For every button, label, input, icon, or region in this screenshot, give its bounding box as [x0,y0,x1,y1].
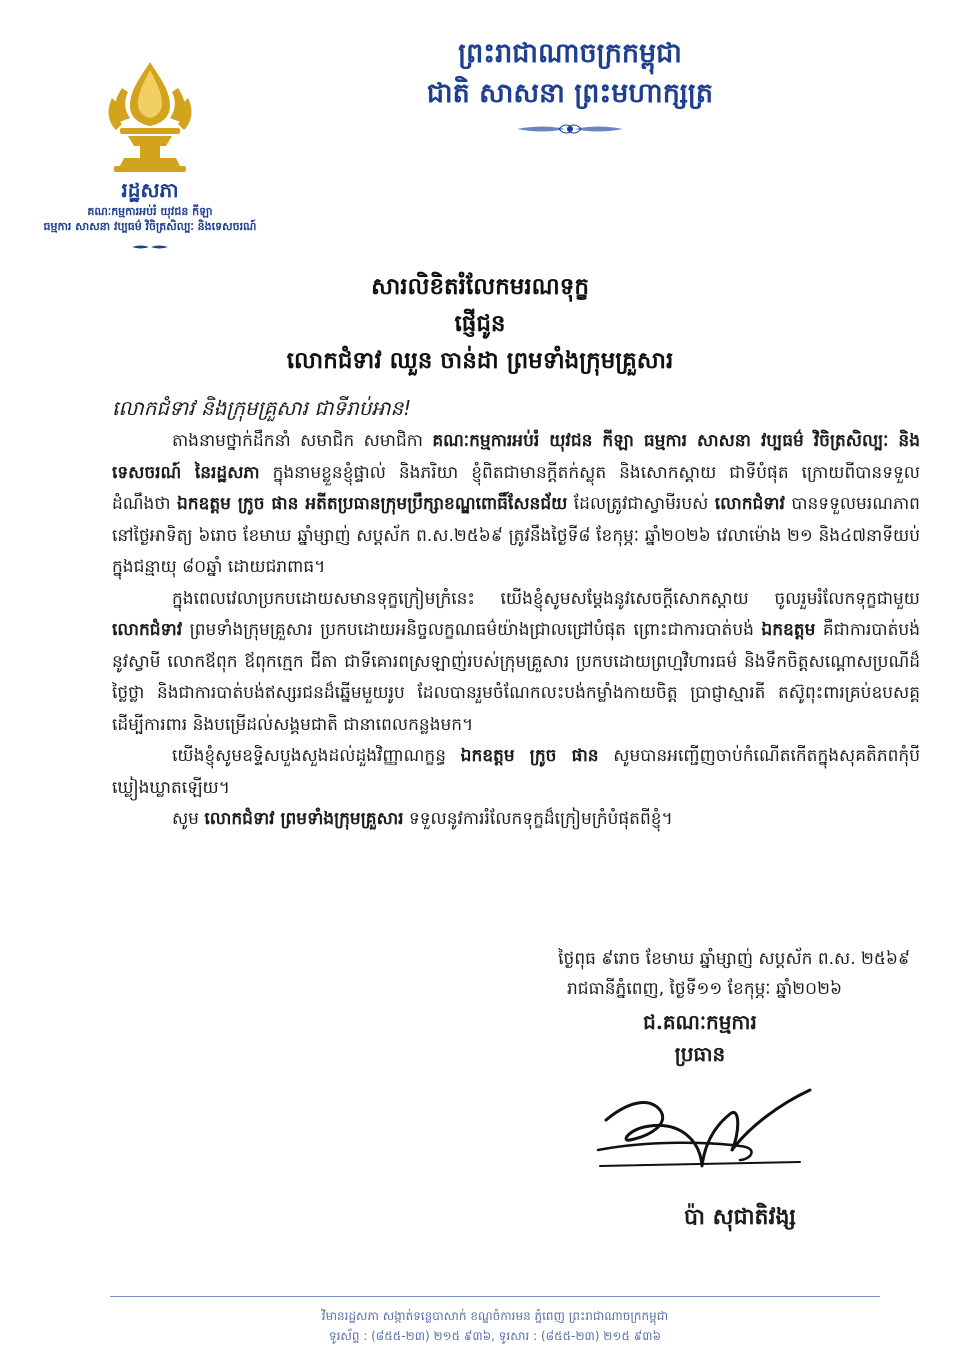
small-ornament-icon [131,242,169,252]
deceased-name-title: ឯកឧត្តម ក្រូច ផាន អតីតប្រធានក្រុមប្រឹក្សាខណ្ឌពោធិ៍សែនជ័យ [176,494,568,514]
commission-name-line1: គណៈកម្មការអប់រំ យុវជន កីឡា [87,205,213,218]
letter-to-label: ផ្ញើជូន [454,310,506,337]
organization-block [0,176,300,256]
letter-body [112,392,920,836]
signer-organization: ជ.គណៈកម្មការ [643,1010,757,1034]
signer-title: ប្រធាន [674,1042,726,1066]
organization-name: រដ្ឋសភា [121,178,179,202]
handwritten-signature [590,1080,820,1176]
widow-title: លោកជំទាវ [714,494,785,514]
paragraph-4: សូម លោកជំទាវ ព្រមទាំងក្រុមគ្រួសារ ទទួលនូវការរំលែកទុក្ខដ៏ក្រៀមក្រំបំផុតពីខ្ញុំ។ [172,809,673,829]
footer-divider [110,1296,880,1297]
kingdom-name: ព្រះរាជាណាចក្រកម្ពុជា [458,38,682,69]
signer-name: ប៉ា សុជាតិវង្ស [684,1204,796,1230]
footer-phones: ទូរស័ព្ទ : (៨៥៥-២៣) ២១៥ ៩៣៦, ទូរសារ : (៨៥៥-២៣) ២១៥ ៩៣៦ [328,1329,661,1343]
footer-address: វិមានរដ្ឋសភា សង្កាត់ទន្លេបាសាក់ ខណ្ឌចំការមន ភ្នំពេញ ព្រះរាជាណាចក្រកម្ពុជា [321,1309,669,1323]
paragraph-2: ក្នុងពេលវេលាប្រកបដោយសមានទុក្ខក្រៀមក្រំនេះ យើងខ្ញុំសូមសម្តែងនូវសេចក្តីសោកស្តាយ ចូលរួមរំលែកទុក្ខជាមួយ លោកជំទាវ ព្រមទាំងក្រុមគ្រួសារ ប្រកបដោយអនិច្ចលក្ខណធម៌យ៉ាងជ្រាលជ្រៅបំផុត ព្រោះជាការបាត់បង់ ឯកឧត្តម គឺជាការបាត់បង់នូវស្វាមី លោកឪពុក ឪពុកក្មេក ជីតា ជាទីគោរពស្រឡាញ់របស់ក្រុមគ្រួសារ ប្រកបដោយព្រហ្មវិហារធម៌ និងទឹកចិត្តសណ្តោសប្រណីដ៏ថ្លៃថ្លា និងជាការបាត់បង់ឥស្សរជនដ៏ឆ្នើមមួយរូប ដែលបានរួមចំណែកលះបង់កម្លាំងកាយចិត្ត ប្រាជ្ញាស្មារតី តស៊ូពុះពារគ្រប់ឧបសគ្គ ដើម្បីការពារ និងបម្រើដល់សង្គមជាតិ ជានាពេលកន្លងមក។ [112,588,920,735]
commission-name-line2: ធម្មការ សាសនា វប្បធម៌ វិចិត្រសិល្បៈ និងទេសចរណ៍ [43,220,257,233]
letter-recipient: លោកជំទាវ ឈួន ចាន់ដា ព្រមទាំងក្រុមគ្រួសារ [286,347,674,374]
commission-name-bold: គណៈកម្មការអប់រំ យុវជន កីឡា ធម្មការ សាសនា វប្បធម៌ វិចិត្រសិល្បៈ និងទេសចរណ៍ នៃរដ្ឋសភា [112,431,920,483]
ornament-divider-icon [515,122,625,136]
salutation: លោកជំទាវ និងក្រុមគ្រួសារ ជាទីរាប់អាន! [112,396,412,420]
letter-title: សារលិខិតរំលែកមរណទុក្ខ [371,273,589,300]
paragraph-1: តាងនាមថ្នាក់ដឹកនាំ សមាជិក សមាជិកា គណៈកម្មការអប់រំ យុវជន កីឡា ធម្មការ សាសនា វប្បធម៌ វិចិត្រសិល្បៈ និងទេសចរណ៍ នៃរដ្ឋសភា ក្នុងនាមខ្លួនខ្ញុំផ្ទាល់ និងភរិយា ខ្ញុំពិតជាមានក្តីតក់ស្លុត និងសោកស្តាយ ជាទីបំផុត ក្រោយពីបានទទួលដំណឹងថា ឯកឧត្តម ក្រូច ផាន អតីតប្រធានក្រុមប្រឹក្សាខណ្ឌពោធិ៍សែនជ័យ ដែលត្រូវជាស្វាមីរបស់ លោកជំទាវ បានទទួលមរណភាពនៅថ្ងៃអាទិត្យ ៦រោច ខែមាឃ ឆ្នាំម្សាញ់ សប្តស័ក ព.ស.២៥៦៩ ត្រូវនឹងថ្ងៃទី៨ ខែកុម្ភៈ ឆ្នាំ២០២៦ វេលាម៉ោង ២១ និង៤៧នាទីយប់ ក្នុងជន្មាយុ ៨០ឆ្នាំ ដោយជរាពាធ។ [112,431,920,577]
paragraph-3: យើងខ្ញុំសូមឧទ្ទិសបួងសួងដល់ដួងវិញ្ញាណក្ខន្ធ ឯកឧត្តម ក្រូច ផាន សូមបានអញ្ជើញចាប់កំណើតកើតក្នុងសុគតិភពកុំបីឃ្លៀងឃ្លាតឡើយ។ [112,746,920,798]
national-assembly-emblem-icon [100,60,200,180]
motto: ជាតិ សាសនា ព្រះមហាក្សត្រ [426,78,714,109]
place-and-date: រាជធានីភ្នំពេញ, ថ្ងៃទី១១ ខែកុម្ភៈ ឆ្នាំ២០២៦ [567,979,842,999]
letter-headline [180,268,780,379]
footer [110,1306,880,1346]
lunar-date: ថ្ងៃពុធ ៩រោច ខែមាឃ ឆ្នាំម្សាញ់ សប្តស័ក ព.ស. ២៥៦៩ [558,949,910,969]
kingdom-motto [390,34,750,140]
